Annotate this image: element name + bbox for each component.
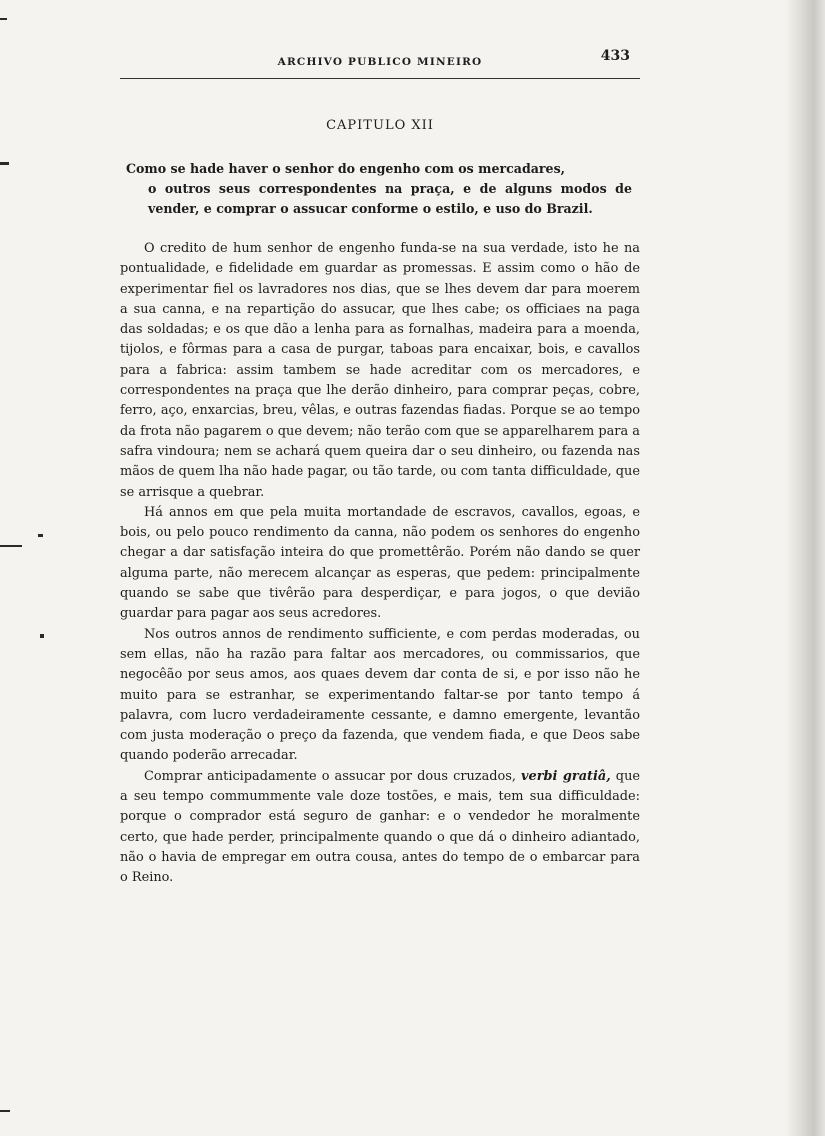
body-text [120, 239, 640, 889]
header-rule [120, 78, 640, 79]
margin-mark [0, 1110, 10, 1112]
margin-mark [40, 634, 44, 638]
margin-mark [38, 534, 43, 537]
italic-phrase: verbi gratiâ, [521, 768, 611, 784]
paragraph-text: Comprar anticipadamente o assucar por dous cruzados, [144, 768, 522, 784]
chapter-summary [126, 159, 632, 219]
paragraph: Nos outros annos de rendimento sufficiente, e com perdas moderadas, ou sem ellas, não ha razão para faltar aos mercadores, ou commissarios, que negocêão por seus amos, aos quaes devem dar conta de si, e por isso não he muito para se estranhar, se experimentando faltar-se por tanto tempo á palavra, com lucro verdadeiramente cessante, e damno emergente, levantão com justa moderação o preço da fazenda, que vendem fiada, e que Deos sabe quando poderão arrecadar. [120, 626, 640, 764]
running-title: ARCHIVO PUBLICO MINEIRO [277, 56, 483, 68]
margin-mark [0, 545, 22, 547]
page-header [120, 42, 640, 74]
page-number: 433 [600, 48, 630, 64]
paragraph [120, 767, 640, 889]
chapter-title: CAPITULO XII [326, 118, 434, 133]
summary-rest: o outros seus correspondentes na praça, e de alguns modos de vender, e comprar o assucar conforme o estilo, e uso do Brazil. [148, 181, 632, 216]
paragraph-text: que a seu tempo commummente vale doze tostões, e mais, tem sua difficuldade: porque o comprador está seguro de ganhar: e o vendedor he moralmente certo, que hade perder, principalmente quando o que dá o dinheiro adiantado, não o havia de empregar em outra cousa, antes do tempo de o embarcar para o Reino. [120, 768, 640, 886]
paragraph: O credito de hum senhor de engenho funda-se na sua verdade, isto he na pontualidade, e fidelidade em guardar as promessas. E assim como o hão de experimentar fiel os lavradores nos dias, que se lhes devem dar para moerem a sua canna, e na repartição do assucar, que lhes cabe; os officiaes na paga das soldadas; e os que dão a lenha para as fornalhas, madeira para a moenda, tijolos, e fôrmas para a casa de purgar, taboas para encaixar, bois, e cavallos para a fabrica: assim tambem se hade acreditar com os mercadores, e correspondentes na praça que lhe derão dinheiro, para comprar peças, cobre, ferro, aço, enxarcias, breu, vêlas, e outras fazendas fiadas. Porque se ao tempo da frota não pagarem o que devem; não terão com que se apparelharem para a safra vindoura; nem se achará quem queira dar o seu dinheiro, ou fazenda nas mãos de quem lha não hade pagar, ou tão tarde, ou com tanta difficuldade, que se arrisque a quebrar. [120, 241, 640, 500]
margin-mark [0, 162, 9, 165]
scan-page-edge [787, 0, 825, 1136]
document-page [120, 42, 640, 889]
margin-mark [0, 18, 7, 20]
summary-line-1: Como se hade haver o senhor do engenho com os mercadares, [126, 161, 566, 176]
paragraph: Há annos em que pela muita mortandade de escravos, cavallos, egoas, e bois, ou pelo pouco rendimento da canna, não podem os senhores do engenho chegar a dar satisfação inteira do que promettêrão. Porém não dando se quer alguma parte, não merecem alcançar as esperas, que pedem: principalmente quando se sabe que tivêrão para desperdiçar, e para jogos, o que devião guardar para pagar aos seus acredores. [120, 504, 640, 622]
